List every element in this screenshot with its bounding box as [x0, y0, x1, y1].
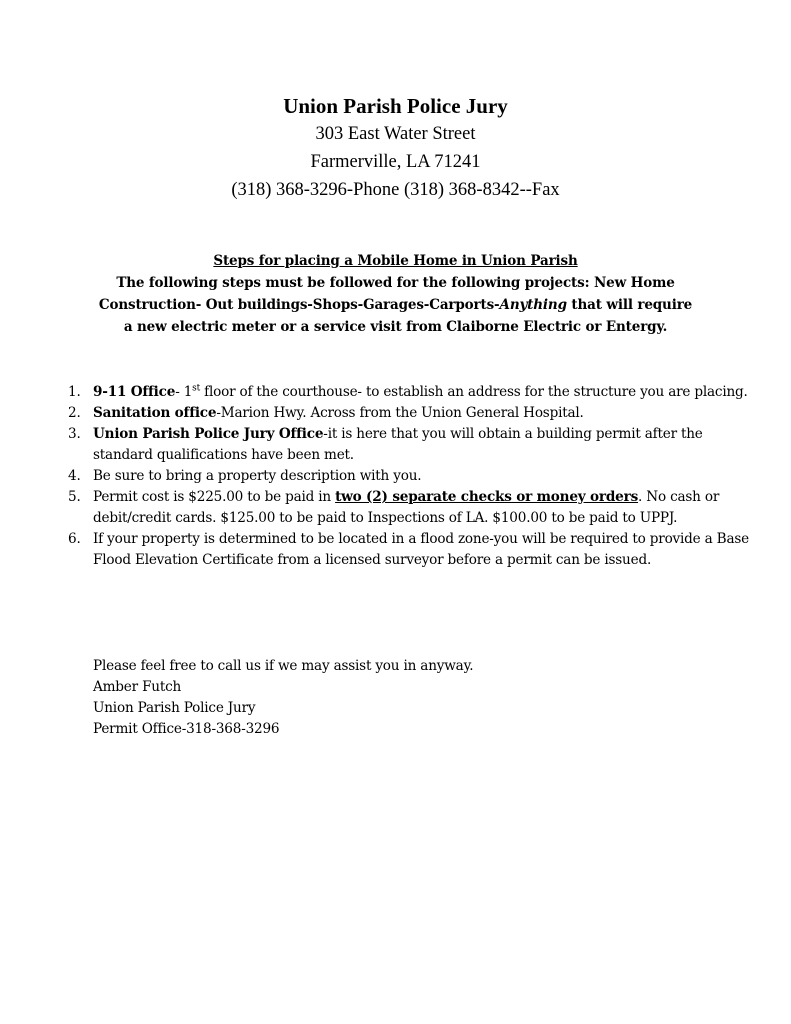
step-heading: Sanitation office: [93, 405, 217, 421]
intro-line-2: [40, 294, 751, 316]
step-heading: Union Parish Police Jury Office: [93, 426, 324, 442]
intro-line-2-start: Construction- Out buildings-Shops-Garages-Carports-: [98, 297, 500, 313]
step-text-part: . No cash or debit/credit cards. $125.00 to be paid to Inspections of LA. $100.00 to be paid to UPPJ.: [93, 489, 720, 526]
document-title: Steps for placing a Mobile Home in Union Parish: [213, 253, 578, 269]
step-text: [93, 403, 758, 424]
step-text-part: Permit cost is $225.00 to be paid in: [93, 489, 336, 505]
step-text-part: - 1: [175, 384, 193, 400]
step-text: [93, 487, 758, 529]
permit-office-phone: Permit Office-318-368-3296: [93, 721, 280, 737]
intro-line-3: a new electric meter or a service visit from Claiborne Electric or Entergy.: [123, 319, 668, 335]
step-item: [68, 382, 758, 403]
step-heading: 9-11 Office: [93, 384, 176, 400]
step-item: [68, 529, 758, 571]
step-number: 1.: [68, 384, 81, 400]
steps-list: [68, 382, 758, 571]
signer-organization: Union Parish Police Jury: [93, 700, 256, 716]
step-item: [68, 403, 758, 424]
organization-name: Union Parish Police Jury: [283, 94, 508, 118]
step-item: [68, 424, 758, 466]
step-text-part: floor of the courthouse- to establish an address for the structure you are placing.: [200, 384, 748, 400]
step-text: Be sure to bring a property description with you.: [93, 468, 422, 484]
signer-name: Amber Futch: [93, 679, 182, 695]
intro-block: [40, 250, 751, 338]
step-number: 6.: [68, 531, 81, 547]
city-state-zip: Farmerville, LA 71241: [310, 152, 481, 172]
intro-line-1: The following steps must be followed for the following projects: New Home: [116, 275, 675, 291]
intro-line-2-end: that will require: [566, 297, 693, 313]
step-number: 4.: [68, 468, 81, 484]
step-text-part: -it is here that you will obtain a building permit after the standard qualifications have been met.: [93, 426, 703, 463]
closing-block: [93, 656, 743, 740]
step-number: 5.: [68, 489, 81, 505]
step-text: [93, 424, 758, 466]
letterhead: [0, 92, 791, 204]
payment-emphasis: two (2) separate checks or money orders: [335, 489, 639, 505]
step-number: 2.: [68, 405, 81, 421]
street-address: 303 East Water Street: [315, 124, 476, 144]
ordinal-suffix: st: [192, 383, 200, 394]
step-text: If your property is determined to be located in a flood zone-you will be required to provide a Base Flood Elevation Certificate from a licensed surveyor before a permit can be issued.: [93, 531, 749, 568]
step-item: [68, 466, 758, 487]
phone-fax: (318) 368-3296-Phone (318) 368-8342--Fax: [231, 180, 560, 200]
step-number: 3.: [68, 426, 81, 442]
step-text: [93, 382, 758, 403]
closing-note: Please feel free to call us if we may assist you in anyway.: [93, 658, 474, 674]
step-text-part: -Marion Hwy. Across from the Union General Hospital.: [216, 405, 584, 421]
step-item: [68, 487, 758, 529]
intro-line-2-emphasis: Anything: [499, 297, 567, 313]
